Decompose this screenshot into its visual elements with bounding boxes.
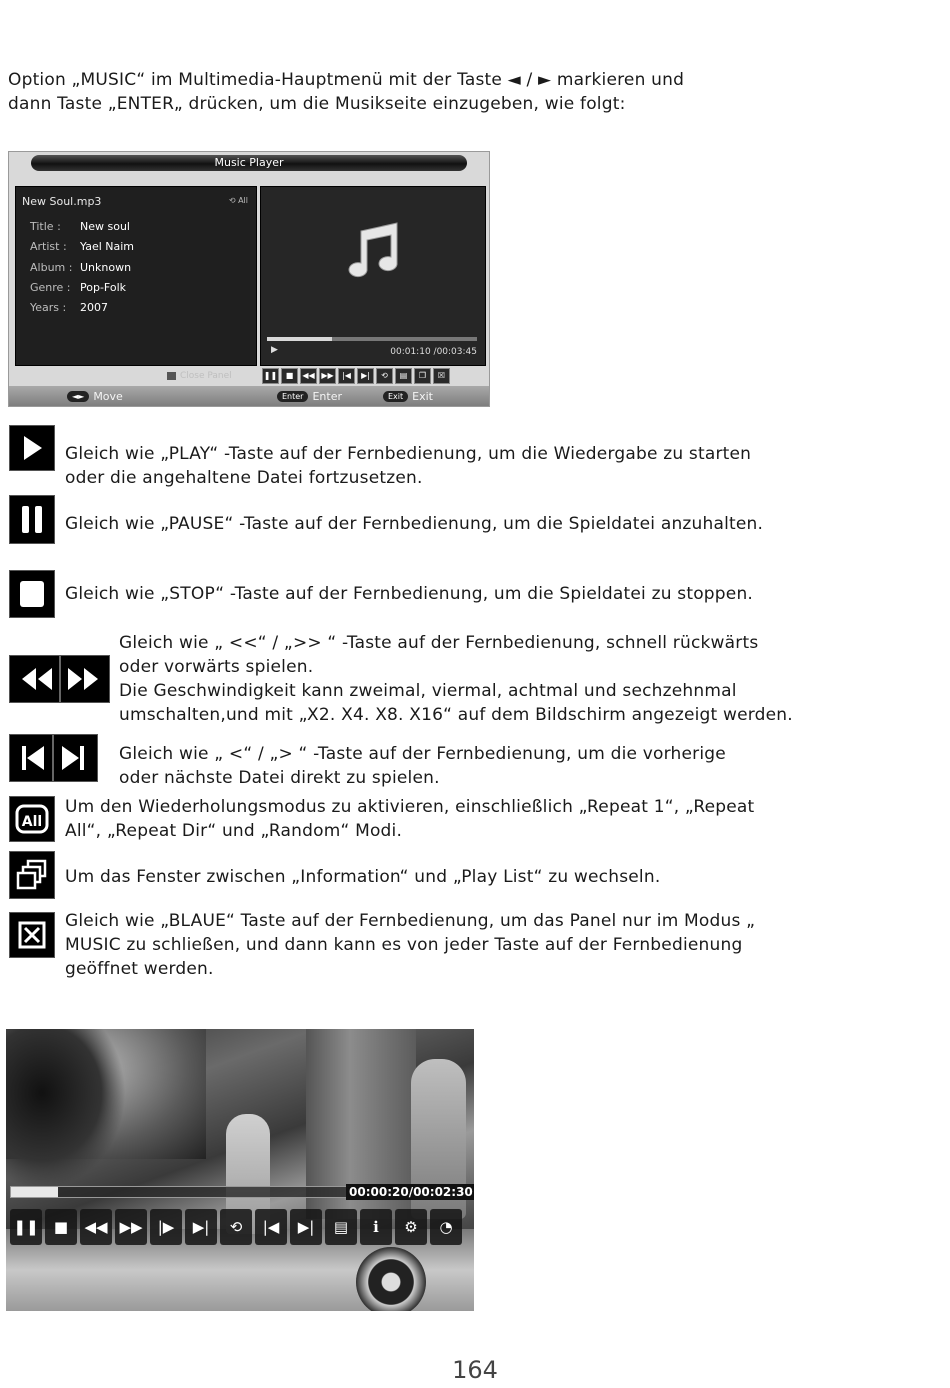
info-row-years [30, 301, 108, 314]
previous-next-icon [9, 734, 98, 782]
music-player-title: Music Player [31, 155, 467, 171]
intro-text [8, 68, 908, 116]
music-note-icon [341, 219, 405, 283]
enter-label: Enter [312, 390, 343, 403]
info-value: New soul [80, 220, 130, 233]
music-progress-bar[interactable] [267, 337, 477, 341]
blue-key-icon [167, 372, 176, 380]
description-line: All“, „Repeat Dir“ und „Random“ Modi. [65, 821, 403, 841]
window-switch-icon [9, 851, 55, 899]
video-player-screenshot [6, 1029, 474, 1311]
exit-hint [383, 390, 433, 403]
video-progress-bar[interactable] [10, 1186, 348, 1198]
description-line: oder vorwärts spielen. [119, 657, 314, 677]
page-number: 164 [452, 1356, 498, 1384]
pause-button[interactable]: ❚❚ [10, 1209, 42, 1245]
description-line: umschalten,und mit „X2. X4. X8. X16“ auf dem Bildschirm angezeigt werden. [119, 705, 793, 725]
description-line: Gleich wie „PLAY“ -Taste auf der Fernbedienung, um die Wiedergabe zu starten [65, 444, 752, 464]
video-frame-car-wheel [356, 1247, 426, 1311]
move-key: ◄► [67, 391, 89, 402]
next-button[interactable]: ▶| [290, 1209, 322, 1245]
play-state-icon: ▶ [271, 345, 278, 355]
previous-button[interactable]: |◀ [255, 1209, 287, 1245]
info-row-title [30, 220, 130, 233]
stop-button[interactable]: ■ [281, 368, 298, 384]
info-row-genre [30, 281, 126, 294]
description-line: Gleich wie „ <<“ / „>> “ -Taste auf der Fernbedienung, schnell rückwärts [119, 633, 759, 653]
play-description [65, 442, 751, 490]
playlist-button[interactable]: ▤ [395, 368, 412, 384]
rewind-fastforward-icon [9, 655, 110, 703]
repeat-all-icon [9, 796, 55, 842]
timer-button[interactable]: ◔ [430, 1209, 462, 1245]
rewind-fastforward-description [119, 631, 793, 727]
close-panel-description [65, 909, 755, 981]
info-value: Unknown [80, 261, 132, 274]
info-value: Pop-Folk [80, 281, 127, 294]
info-value: Yael Naim [80, 240, 135, 253]
step-forward-button[interactable]: ▶| [185, 1209, 217, 1245]
previous-next-description [119, 742, 726, 790]
album-art-panel [260, 186, 486, 366]
info-button[interactable]: ℹ [360, 1209, 392, 1245]
track-info-panel [15, 186, 257, 366]
playlist-button[interactable]: ▤ [325, 1209, 357, 1245]
music-progress-fill [267, 337, 332, 341]
description-line: Gleich wie „ <“ / „> “ -Taste auf der Fernbedienung, um die vorherige [119, 744, 726, 764]
description-line: Gleich wie „PAUSE“ -Taste auf der Fernbedienung, um die Spieldatei anzuhalten. [65, 514, 764, 534]
window-switch-button[interactable]: ❐ [414, 368, 431, 384]
stop-description [65, 582, 753, 606]
video-control-bar [10, 1209, 462, 1245]
description-line: MUSIC zu schließen, und dann kann es von jeder Taste auf der Fernbedienung [65, 935, 743, 955]
repeat-ab-button[interactable]: ⟲ [220, 1209, 252, 1245]
window-switch-description [65, 865, 660, 889]
music-control-bar [262, 368, 450, 384]
info-label: Years : [30, 301, 67, 314]
repeat-indicator: ⟲ All [228, 196, 248, 205]
info-row-artist [30, 240, 134, 253]
music-player-footer [9, 386, 489, 406]
move-label: Move [93, 390, 123, 403]
pause-description [65, 512, 763, 536]
file-name: New Soul.mp3 [22, 195, 102, 208]
close-panel-button[interactable]: ☒ [433, 368, 450, 384]
info-value: 2007 [80, 301, 108, 314]
repeat-mode: All [238, 196, 248, 205]
close-panel-label: Close Panel [180, 371, 232, 381]
video-progress-fill [11, 1187, 58, 1197]
description-line: oder die angehaltene Datei fortzusetzen. [65, 468, 423, 488]
exit-label: Exit [412, 390, 433, 403]
stop-icon [9, 570, 55, 618]
enter-hint [277, 390, 342, 403]
video-frame-tree [6, 1029, 126, 1189]
description-line: Gleich wie „BLAUE“ Taste auf der Fernbedienung, um das Panel nur im Modus „ [65, 911, 756, 931]
video-time: 00:00:20/00:02:30 [346, 1184, 474, 1200]
music-player-screenshot [8, 151, 490, 407]
move-hint [67, 390, 123, 403]
play-icon [9, 425, 55, 471]
rewind-button[interactable]: ◀◀ [300, 368, 317, 384]
description-line: Um den Wiederholungsmodus zu aktivieren, einschließlich „Repeat 1“, „Repeat [65, 797, 755, 817]
repeat-description [65, 795, 754, 843]
description-line: Die Geschwindigkeit kann zweimal, viermal, achtmal und sechzehnmal [119, 681, 737, 701]
music-time: 00:01:10 /00:03:45 [390, 347, 477, 357]
close-panel-hint [167, 371, 232, 381]
enter-key: Enter [277, 391, 308, 402]
info-label: Album : [30, 261, 73, 274]
fast-forward-button[interactable]: ▶▶ [319, 368, 336, 384]
slow-forward-button[interactable]: |▶ [150, 1209, 182, 1245]
stop-button[interactable]: ■ [45, 1209, 77, 1245]
description-line: Gleich wie „STOP“ -Taste auf der Fernbedienung, um die Spieldatei zu stoppen. [65, 584, 754, 604]
fast-forward-button[interactable]: ▶▶ [115, 1209, 147, 1245]
close-panel-icon [9, 912, 55, 958]
info-label: Genre : [30, 281, 71, 294]
repeat-button[interactable]: ⟲ [376, 368, 393, 384]
pause-icon [9, 495, 55, 544]
rewind-button[interactable]: ◀◀ [80, 1209, 112, 1245]
description-line: geöffnet werden. [65, 959, 214, 979]
description-line: Um das Fenster zwischen „Information“ und „Play List“ zu wechseln. [65, 867, 661, 887]
previous-button[interactable]: |◀ [338, 368, 355, 384]
svg-text:All: All [21, 814, 43, 830]
exit-key: Exit [383, 391, 408, 402]
intro-line: Option „MUSIC“ im Multimedia-Hauptmenü mit der Taste ◄ / ► markieren und [8, 70, 685, 90]
description-line: oder nächste Datei direkt zu spielen. [119, 768, 440, 788]
pause-button[interactable]: ❚❚ [262, 368, 279, 384]
intro-line: dann Taste „ENTER„ drücken, um die Musikseite einzugeben, wie folgt: [8, 94, 626, 114]
settings-button[interactable]: ⚙ [395, 1209, 427, 1245]
info-label: Title : [30, 220, 61, 233]
next-button[interactable]: ▶| [357, 368, 374, 384]
info-row-album [30, 261, 131, 274]
info-label: Artist : [30, 240, 67, 253]
